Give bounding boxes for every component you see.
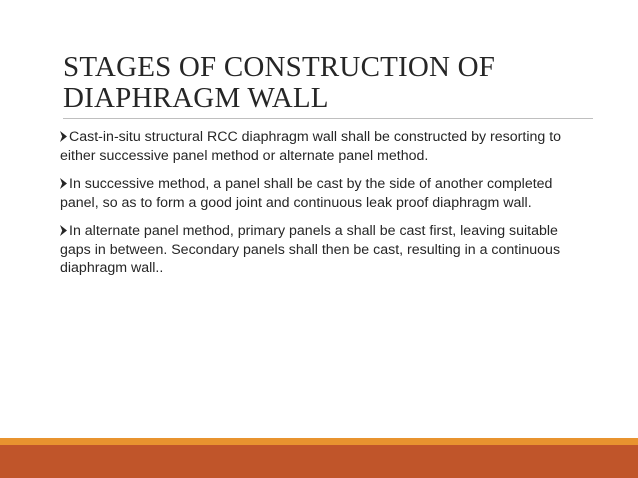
arrowhead-bullet-icon: [60, 178, 67, 189]
footer-accent-bar: [0, 445, 638, 478]
title-divider: [63, 118, 593, 119]
arrowhead-bullet-icon: [60, 225, 67, 236]
footer-accent-stripe: [0, 438, 638, 445]
bullet-item: [60, 222, 592, 278]
bullet-text: Cast-in-situ structural RCC diaphragm wall shall be constructed by resorting to either successive panel method or alternate panel method.: [60, 129, 562, 164]
arrowhead-bullet-icon: [60, 131, 67, 142]
bullet-item: [60, 175, 592, 212]
bullet-list: [60, 128, 592, 288]
bullet-text: In successive method, a panel shall be cast by the side of another completed panel, so as to form a good joint and continuous leak proof diaphragm wall.: [60, 176, 553, 211]
bullet-text: In alternate panel method, primary panels a shall be cast first, leaving suitable gaps in between. Secondary panels shall then be cast, resulting in a continuous diaphragm wall..: [60, 223, 561, 276]
bullet-item: [60, 128, 592, 165]
slide-title: STAGES OF CONSTRUCTION OF DIAPHRAGM WALL: [63, 51, 496, 114]
